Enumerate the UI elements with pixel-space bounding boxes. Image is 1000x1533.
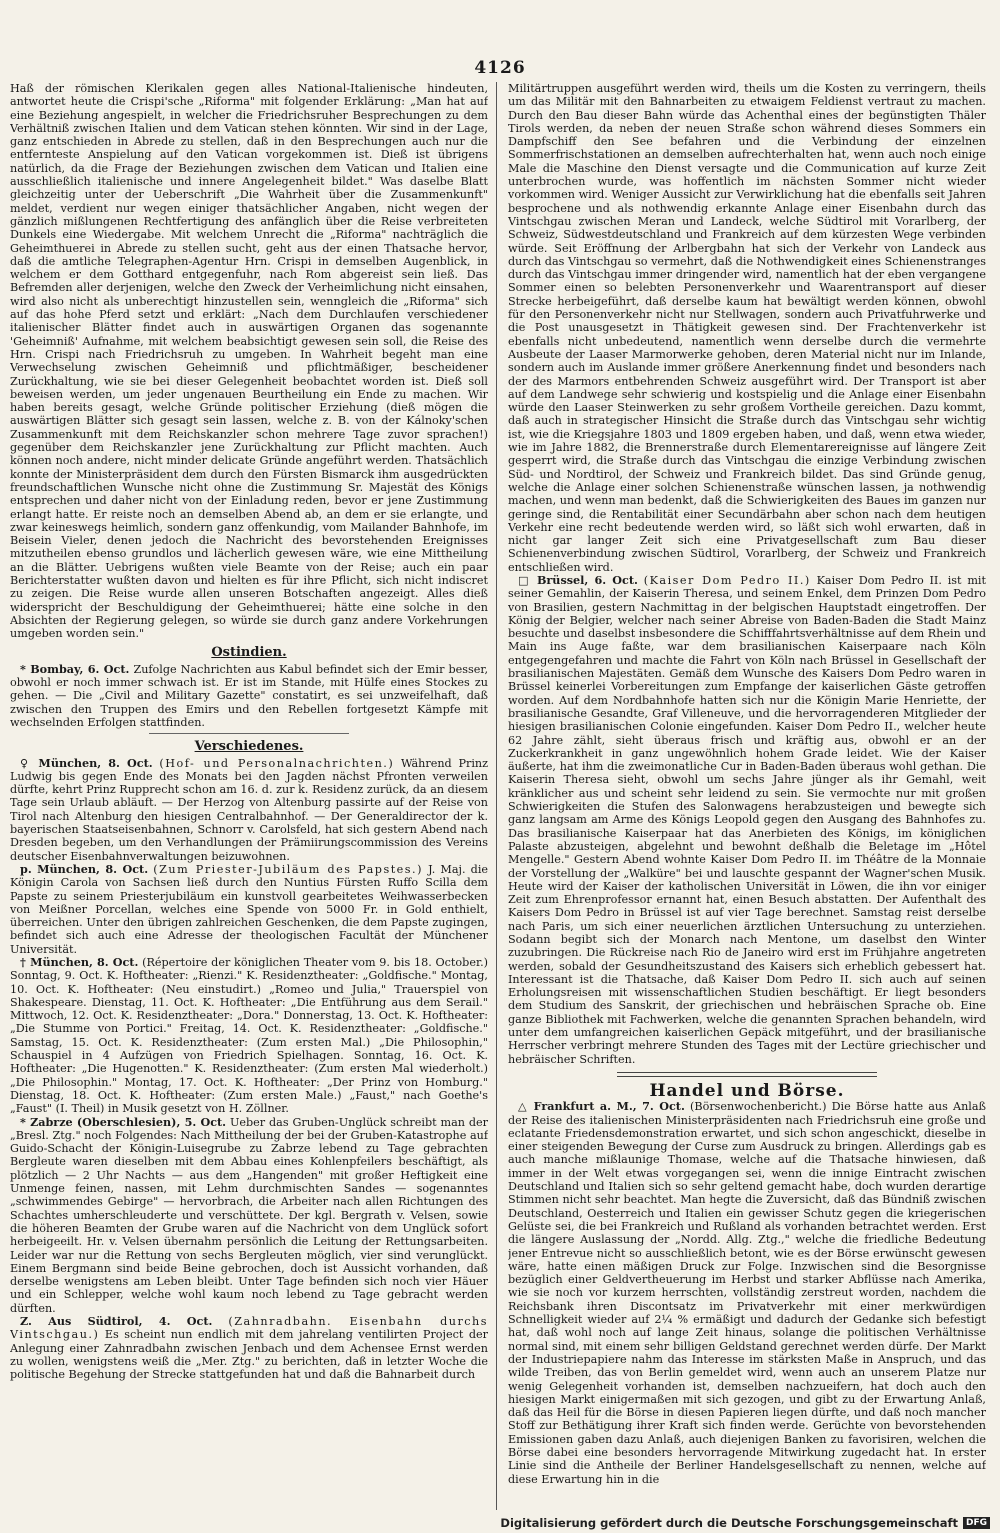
- dateline: p. München, 8. Oct.: [20, 861, 149, 876]
- digitization-footer: [500, 1516, 990, 1530]
- article-bruessel: [508, 574, 986, 1066]
- article-frankfurt: [508, 1100, 986, 1486]
- section-heading-ostindien: Ostindien.: [211, 645, 287, 661]
- article-muenchen-3: [10, 956, 488, 1116]
- dateline: △ Frankfurt a. M., 7. Oct.: [518, 1099, 685, 1114]
- dateline: * Bombay, 6. Oct.: [20, 661, 130, 676]
- article-text: Es scheint nun endlich mit dem jahrelang ventilirten Project der Anlegung einer Zahnradbahn zwischen Jenbach und dem Achensee Ernst werden zu wollen, wenigstens weiß die „Mer. Ztg." zu berichten, daß in letzter Woche die politische Begehung der Strecke stattgefunden hat und daß die Bahnarbeit durch: [10, 1328, 488, 1382]
- article-subtitle: (Hof- und Personalnachrichten.): [159, 756, 395, 770]
- article-suedtirol-continued: Militärtruppen ausgeführt werden wird, theils um die Kosten zu verringern, theils um das Militär mit den Bahnarbeiten zu etwaigem Feldienst vertraut zu machen. Durch den Bau dieser Bahn würde das Achenthal eines der begünstigten Thäler Tirols werden, da neben der neuen Straße schon während dieses Sommers ein Dampfschiff den See befahren und die Verbindung der einzelnen Sommerfrischstationen an demselben aufrechterhalten hat, wenn auch noch einige Male die Maschine den Dienst versagte und die Communication auf kurze Zeit unterbrochen wurde, was hoffentlich im nächsten Sommer nicht wieder vorkommen wird. Weniger Aussicht zur Verwirklichung hat die ebenfalls seit Jahren besprochene und als nothwendig erkannte Anlage einer Eisenbahn durch das Vintschgau zwischen Meran und Landeck, welche Südtirol mit Vorarlberg, der Schweiz, Südwestdeutschland und Frankreich auf dem kürzesten Wege verbinden würde. Seit Eröffnung der Arlbergbahn hat sich der Verkehr von Landeck aus durch das Vintschgau so vermehrt, daß die Nothwendigkeit eines Schienenstranges durch das Vintschgau immer dringender wird, namentlich hat der eben vergangene Sommer einen so belebten Personenverkehr und Waarentransport auf dieser Strecke herbeigeführt, daß derselbe kaum hat bewältigt werden können, obwohl für den Personenverkehr nicht nur Stellwagen, sondern auch Privatfuhrwerke und die Post unausgesetzt in Thätigkeit gewesen sind. Der Frachtenverkehr ist ebenfalls nicht unbedeutend, namentlich wenn derselbe durch die vermehrte Ausbeute der Laaser Marmorwerke gehoben, deren Material nicht nur im Inlande, sondern auch im Auslande immer größere Anerkennung findet und besonders nach der des Marmors entbehrenden Schweiz ausgeführt wird. Der Transport ist aber auf dem Landwege sehr schwierig und kostspielig und die Anlage einer Eisenbahn würde den Laaser Steinwerken zu sehr großem Vortheile gereichen. Dazu kommt, daß auch in strategischer Hinsicht die Straße durch das Vintschgau sehr wichtig ist, wie die Kriegsjahre 1803 und 1809 ergeben haben, und daß, wenn etwa wieder, wie im Jahre 1882, die Brennerstraße durch Elementarereignisse auf längere Zeit gesperrt wird, die Straße durch das Vintschgau die einzige Verbindung zwischen Süd- und Nordtirol, der Schweiz und Frankreich bildet. Das sind Gründe genug, welche die Anlage einer solchen Schienenstraße wünschen lassen, ja nothwendig machen, und wenn man bedenkt, daß die Schwierigkeiten des Baues im ganzen nur geringe sind, die Rentabilität einer Secundärbahn aber schon nach dem heutigen Verkehr eine recht bedeutende werden wird, so läßt sich wohl erwarten, daß in nicht gar langer Zeit sich eine Privatgesellschaft zum Bau dieser Schienenverbindung zwischen Südtirol, Vorarlberg, der Schweiz und Frankreich entschließen wird.: [508, 82, 986, 574]
- article-text: J. Maj. die Königin Carola von Sachsen ließ durch den Nuntius Fürsten Ruffo Scilla dem Papste zu seinem Priesterjubiläum ein kunstvoll gearbeitetes Weihwasserbecken von Meißner Porcellan, welches eine Spende von 5000 Fr. in Gold enthielt, überreichen. Unter den übrigen zahlreichen Geschenken, die dem Papste zugingen, befindet sich auch eine Adresse der theologischen Facultät der Münchener Universität.: [10, 862, 488, 956]
- section-heading-handel: Handel und Börse.: [649, 1080, 845, 1101]
- right-column: [508, 82, 986, 1510]
- article-subtitle: (Börsenwochenbericht.): [690, 1100, 827, 1114]
- section-heading-verschiedenes: Verschiedenes.: [194, 739, 304, 755]
- footer-text: Digitalisierung gefördert durch die Deutsche Forschungsgemeinschaft: [500, 1516, 958, 1530]
- article-subtitle: (Répertoire der königlichen Theater vom 9. bis 18. October.): [142, 956, 488, 969]
- dateline: † München, 8. Oct.: [20, 955, 139, 969]
- column-rule: [496, 82, 497, 1510]
- article-subtitle: (Zum Priester-Jubiläum des Papstes.): [153, 862, 423, 876]
- article-text: Sonntag, 9. Oct. K. Hoftheater: „Rienzi." K. Residenztheater: „Goldfische." Montag, 10. Oct. K. Hoftheater: (Neu einstudirt.) „Romeo und Julia," Trauerspiel von Shakespeare. Dienstag, 11. Oct. K. Hoftheater: „Die Entführung aus dem Serail." Mittwoch, 12. Oct. K. Residenztheater: „Dora." Donnerstag, 13. Oct. K. Hoftheater: „Die Stumme von Portici." Freitag, 14. Oct. K. Residenztheater: „Goldfische." Samstag, 15. Oct. K. Residenztheater: (Zum ersten Mal.) „Die Philosophin," Schauspiel in 4 Aufzügen von Friedrich Spielhagen. Sonntag, 16. Oct. K. Hoftheater: „Die Hugenotten." K. Residenztheater: (Zum ersten Mal wiederholt.) „Die Philosophin." Montag, 17. Oct. K. Hoftheater: „Der Prinz von Homburg." Dienstag, 18. Oct. K. Hoftheater: (Zum ersten Male.) „Faust," nach Goethe's „Faust" (I. Theil) in Musik gesetzt von H. Zöllner.: [10, 969, 488, 1116]
- article-text: Die Börse hatte aus Anlaß der Reise des italienischen Ministerpräsidenten nach Friedrichsruh eine große und eclatante Friedensdemonstration erwartet, und sich schon angeschickt, dieselbe in einer steigenden Bewegung der Curse zum Ausdruck zu bringen. Allerdings gab es auch manche mißlaunige Thomase, welche auf die Thatsache hinwiesen, daß immer in der Welt etwas vorgegangen sei, wenn die innige Eintracht zwischen Deutschland und Italien sich so sehr geltend gemacht habe, doch wurden derartige Stimmen nicht sehr beachtet. Man hegte die Zuversicht, daß das Bündniß zwischen Deutschland, Oesterreich und Italien ein gewisser Schutz gegen die kriegerischen Gelüste sei, die bei Frankreich und Rußland als vorhanden betrachtet werden. Erst die längere Auslassung der „Nordd. Allg. Ztg.," welche die friedliche Bedeutung jener Entrevue nicht so ausschließlich betont, wie es der Börse erwünscht gewesen wäre, hatte einen mäßigen Druck zur Folge. Inzwischen sind die Besorgnisse bezüglich einer Geldvertheuerung im Herbst und starker Abflüsse nach Amerika, wie sie noch vor kurzem herrschten, vollständig zerstreut worden, nachdem die Reichsbank ihren Discontsatz im Privatverkehr mit einer merkwürdigen Schnelligkeit wieder auf 2¼ % ermäßigt und dadurch der Gedanke sich befestigt hat, daß wohl noch auf lange Zeit hinaus, solange die politischen Verhältnisse normal sind, mit einem sehr billigen Geldstand gerechnet werden dürfe. Der Markt der Industriepapiere nahm das Interesse im stärksten Maße in Anspruch, und das wilde Treiben, das von Berlin gemeldet wird, wenn auch an unserem Platze nur wenig Gelegenheit vorhanden ist, demselben nachzueifern, hat doch auch den hiesigen Markt einigermaßen mit sich gezogen, und gibt zu der Erwartung Anlaß, daß das Heil für die Börse in diesen Papieren liegen dürfte, und daß noch mancher Stoff zur Bethätigung ihrer Kraft sich finden werde. Gerüchte von bevorstehenden Emissionen gaben dazu Anlaß, auch diejenigen Banken zu favorisiren, welchen die Börse dabei eine besonders hervorragende Mitwirkung zugedacht hat. In erster Linie sind die Antheile der Berliner Handelsgesellschaft zu nennen, welche auf diese Erwartung hin in die: [508, 1100, 986, 1486]
- article-suedtirol: [10, 1315, 488, 1381]
- dateline: * Zabrze (Oberschlesien), 5. Oct.: [20, 1114, 227, 1129]
- article-muenchen-2: [10, 863, 488, 956]
- article-text: Während Prinz Ludwig bis gegen Ende des Monats bei den Jagden nächst Pfronten verweilen dürfte, kehrt Prinz Rupprecht schon am 16. d. zur k. Residenz zurück, da an diesem Tage sein Urlaub abläuft. — Der Herzog von Altenburg passirte auf der Reise von Tirol nach Altenburg den hiesigen Centralbahnhof. — Der Generaldirector der k. bayerischen Staatseisenbahnen, Schnorr v. Carolsfeld, hat sich gestern Abend nach Dresden begeben, um den Verhandlungen der Prämiirungscommission des Vereins deutscher Eisenbahnverwaltungen beizuwohnen.: [10, 756, 488, 863]
- page-number: 4126: [474, 58, 526, 78]
- article-text: Zufolge Nachrichten aus Kabul befindet sich der Emir besser, obwohl er noch immer schwach ist. Er ist im Stande, mit Hülfe eines Stockes zu gehen. — Die „Civil and Military Gazette" constatirt, es sei unzweifelhaft, daß zwischen den Truppen des Emirs und den Rebellen fortgesetzt Kämpfe mit wechselnden Erfolgen stattfinden.: [10, 662, 488, 729]
- article-text: Kaiser Dom Pedro II. ist mit seiner Gemahlin, der Kaiserin Theresa, und seinem Enkel, dem Prinzen Dom Pedro von Brasilien, gestern Nachmittag in der belgischen Hauptstadt eingetroffen. Der König der Belgier, welcher nach seiner Abreise von Baden-Baden die Stadt Mainz besuchte und daselbst insbesondere die Schifffahrtsverhältnisse auf dem Rhein und Main ins Auge faßte, war dem brasilianischen Kaiserpaare nach Köln entgegengefahren und machte die Fahrt von Köln nach Brüssel in Gesellschaft der brasilianischen Majestäten. Gemäß dem Wunsche des Kaisers Dom Pedro waren in Brüssel keinerlei Vorbereitungen zum Empfange der kaiserlichen Gäste getroffen worden. Auf dem Nordbahnhofe hatten sich nur die Königin Marie Henriette, der brasilianische Gesandte, Graf Villeneuve, und die hervorragenderen Mitglieder der hiesigen brasilianischen Colonie eingefunden. Kaiser Dom Pedro II., welcher heute 62 Jahre zählt, sieht überaus frisch und kräftig aus, obwohl er an der Zuckerkrankheit in ganz ungewöhnlich hohem Grade leidet. Wie der Kaiser äußerte, hat ihm die zweimonatliche Cur in Baden-Baden überaus wohl gethan. Die Kaiserin Theresa sieht, obwohl um sechs Jahre jünger als ihr Gemahl, weit kränklicher aus und scheint sehr leidend zu sein. Sie vermochte nur mit großen Schwierigkeiten die Stufen des Salonwagens herabzusteigen und bewegte sich ganz langsam am Arme des Königs Leopold gegen den Ausgang des Bahnhofes zu. Das brasilianische Kaiserpaar hat das Anerbieten des Königs, im königlichen Palaste abzusteigen, abgelehnt und bewohnt deßhalb die Beletage im „Hôtel Mengelle." Gestern Abend wohnte Kaiser Dom Pedro II. im Théâtre de la Monnaie der Vorstellung der „Walküre" bei und lauschte gespannt der Wagner'schen Musik. Heute wird der Kaiser der katholischen Universität in Löwen, die ihn vor einiger Zeit zum Ehrenprofessor ernannt hat, einen Besuch abstatten. Der Aufenthalt des Kaisers Dom Pedro in Brüssel ist auf vier Tage berechnet. Samstag reist derselbe nach Paris, um sich einer neuerlichen ärztlichen Untersuchung zu unterziehen. Sodann begibt sich der Monarch nach Mentone, um daselbst den Winter zuzubringen. Die Rückreise nach Rio de Janeiro wird erst im Frühjahre angetreten werden, sobald der Gesundheitszustand des Kaisers sich erheblich gebessert hat. Interessant ist die Thatsache, daß Kaiser Dom Pedro II. sich auch auf seinen Erholungsreisen mit wissenschaftlichen Studien beschäftigt. Er liegt besonders dem Studium des Sanskrit, der griechischen und hebräischen Sprache ob. Eine ganze Bibliothek mit Fachwerken, welche die genannten Sprachen behandeln, wird unter dem umfangreichen kaiserlichen Gepäck mitgeführt, und der brasilianische Herrscher verbringt mehrere Stunden des Tages mit der Lectüre griechischer und hebräischer Schriften.: [508, 573, 986, 1066]
- article-subtitle: (Kaiser Dom Pedro II.): [643, 573, 811, 587]
- divider: [617, 1072, 877, 1077]
- left-column: [10, 82, 488, 1510]
- article-subtitle: (Zahnradbahn. Eisenbahn durchs Vintschgau.): [10, 1315, 488, 1342]
- article-bombay: [10, 663, 488, 729]
- article-muenchen-1: [10, 757, 488, 863]
- dfg-logo-icon: DFG: [963, 1517, 990, 1529]
- article-zabrze: [10, 1116, 488, 1315]
- article-text: Ueber das Gruben-Unglück schreibt man der „Bresl. Ztg." noch Folgendes: Nach Mittheilung der bei der Gruben-Katastrophe auf Guido-Schacht der Königin-Luisegrube zu Zabrze lebend zu Tage gebrachten Bergleute waren dieselben mit dem Abbau eines Kohlenpfeilers beschäftigt, als plötzlich — 2 Uhr Nachts — aus dem „Hangenden" mit großer Heftigkeit eine Unmenge feinen, nassen, mit Lehm durchmischten Sandes — sogenanntes „schwimmendes Gebirge" — hervorbrach, die Arbeiter nach allen Richtungen des Schachtes umherschleuderte und verschüttete. Der kgl. Bergrath v. Velsen, sowie die höheren Beamten der Grube waren auf die Nachricht von dem Unglück sofort herbeigeeilt. Hr. v. Velsen übernahm persönlich die Leitung der Rettungsarbeiten. Leider war nur die Rettung von sechs Bergleuten möglich, vier sind verunglückt. Einem Bergmann sind beide Beine gebrochen, doch ist Aussicht vorhanden, daß derselbe wenigstens am Leben bleibt. Unter Tage befinden sich noch vier Häuer und ein Schlepper, welche wohl kaum noch lebend zu Tage gebracht werden dürften.: [10, 1115, 488, 1315]
- dateline: □ Brüssel, 6. Oct.: [518, 572, 638, 587]
- article-riforma: Haß der römischen Klerikalen gegen alles National-Italienische hindeuten, antwortet heute die Crispi'sche „Riforma" mit folgender Erklärung: „Man hat auf eine Beziehung angespielt, in welcher die Friedrichsruher Besprechungen zu dem Verhältniß zwischen Italien und dem Vatican stehen könnten. Wir sind in der Lage, ganz entschieden in Abrede zu stellen, daß in den Besprechungen auch nur die entfernteste Anspielung auf den Vatican vorgekommen ist. Dieß ist übrigens natürlich, da die Frage der Beziehungen zwischen dem Vatican und Italien eine ausschließlich italienische und innere Angelegenheit bildet." Was daselbe Blatt gleichzeitig unter der Ueberschrift „Die Wahrheit über die Zusammenkunft" meldet, verdient nur wegen einiger thatsächlicher Angaben, nicht wegen der gänzlich mißlungenen Rechtfertigung des anfänglich über die Reise verbreiteten Dunkels eine Wiedergabe. Mit welchem Unrecht die „Riforma" nachträglich die Geheimthuerei in Abrede zu stellen sucht, geht aus der einen Thatsache hervor, daß die amtliche Telegraphen-Agentur Hrn. Crispi in demselben Augenblick, in welchem er dem Gotthard entgegenfuhr, nach Rom abgereist sein ließ. Das Befremden aller derjenigen, welche den Zweck der Verheimlichung nicht einsahen, wird also nicht als unberechtigt hinzustellen sein, wenngleich die „Riforma" sich auf das hohe Pferd setzt und erklärt: „Nach dem Durchlaufen verschiedener italienischer Blätter findet auch in auswärtigen Organen das sogenannte 'Geheimniß' Aufnahme, mit welchem beabsichtigt gewesen sein soll, die Reise des Hrn. Crispi nach Friedrichsruh zu umgeben. In Wahrheit begeht man eine Verwechselung zwischen Geheimniß und pflichtmäßiger, bescheidener Zurückhaltung, wie sie bei dieser Gelegenheit beobachtet worden ist. Dieß soll beweisen werden, um jeder ungenauen Beurtheilung ein Ende zu machen. Wir haben bereits gesagt, welche Gründe politischer Erziehung (dieß mögen die auswärtigen Blätter sich gesagt sein lassen, welche z. B. von der Kálnoky'schen Zusammenkunft mit dem Reichskanzler schon mehrere Tage zuvor sprachen!) gegenüber dem Reichskanzler jene Zurückhaltung zur Pflicht machten. Auch können noch andere, nicht minder delicate Gründe angeführt werden. Thatsächlich konnte der Ministerpräsident dem durch den Fürsten Bismarck ihm ausgedrückten freundschaftlichen Wunsche nicht ohne die Zustimmung Sr. Majestät des Königs entsprechen und daher nicht von der Einladung reden, bevor er jene Zustimmung erlangt hatte. Er reiste noch an demselben Abend ab, an dem er sie erlangte, und zwar keineswegs heimlich, sondern ganz offenkundig, vom Mailander Bahnhofe, im Beisein Vieler, denen jedoch die Nachricht des bevorstehenden Ereignisses mitzutheilen ebenso grundlos und lächerlich gewesen wäre, wie eine Mittheilung an die Blätter. Uebrigens wußten viele Beamte von der Reise; auch ein paar Berichterstatter wußten davon und hielten es für ihre Pflicht, sich nicht indiscret zu zeigen. Die Reise wurde allen unseren Botschaften angezeigt. Alles dieß widerspricht der Beschuldigung der Geheimthuerei; hätte eine solche in den Absichten der Regierung gelegen, so würde sie durch ganz andere Vorkehrungen umgeben worden sein.": [10, 82, 488, 641]
- dateline: Z. Aus Südtirol, 4. Oct.: [20, 1314, 213, 1329]
- dateline: ♀ München, 8. Oct.: [20, 755, 153, 770]
- divider: [149, 733, 349, 734]
